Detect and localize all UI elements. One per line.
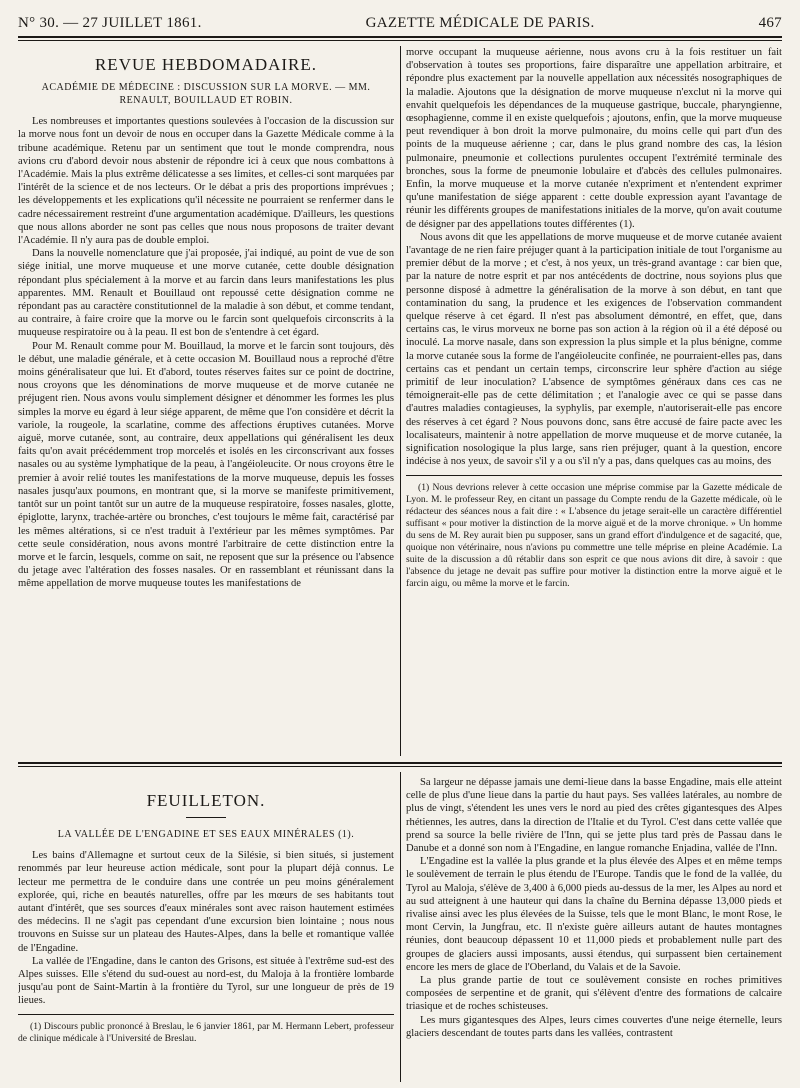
feuilleton-paragraph: La vallée de l'Engadine, dans le canton des Grisons, est située à l'extrême sud-est des Alpes suisses. Elle s'étend du sud-ouest au nord-est, du Maloja à la frontière lombarde jusqu'au pont de Saint-Martin à la frontière du Tyrol, sur une longueur de près de 19 lieues. xyxy=(18,955,394,1007)
feuilleton-paragraph: Sa largeur ne dépasse jamais une demi-lieue dans la basse Engadine, mais elle atteint celle de plus d'une lieue dans la partie du haut pays. Ses vallées latérales, au nombre de plus de vingt, s'étendent les unes vers le nord au pied des crêtes gigantesques des Alpes rhétiennes, les autres, dans la direction de l'Italie et du Tyrol. C'est dans cette vallée que prend sa source la belle rivière de l'Inn, qui se jette plus tard près de Passau dans le Danube et a donné son nom à l'Engadine, en langue romanche Enjadina, vallée de l'Inn. xyxy=(406,777,782,855)
masthead-rule xyxy=(18,36,782,38)
feuilleton-left-column xyxy=(18,776,394,1082)
footnote-text: (1) Nous devrions relever à cette occasion une méprise commise par la Gazette médicale de Lyon. M. le professeur Rey, en citant un passage du Compte rendu de la Gazette médicale, où le rédacteur des séances nous a fait dire : « L'absence du jetage serait-elle un caractère différentiel suffisant « pour motiver la distinction de la morve aiguë et de la morve chronique. » Un homme du sens de M. Rey aurait bien pu supposer, sans un grand effort d'indulgence et de sagacité, que, quoique non vétérinaire, nous n'avions pu commettre une telle méprise en pleine Académie. La suite de la discussion a dû rétablir dans son esprit ce que nous avions dit dire, à savoir : que l'absence du jetage ne devait pas suffire pour motiver la distinction entre la morve aiguë et le farcin aigu, ou même la morve et le farcin. xyxy=(406,481,782,589)
footnote-text: (1) Discours public prononcé à Breslau, le 6 janvier 1861, par M. Hermann Lebert, professeur de clinique médicale à l'Université de Breslau. xyxy=(18,1020,394,1044)
title-rule xyxy=(186,817,226,818)
issue-number: N° 30. — 27 JUILLET 1861. xyxy=(18,15,202,31)
revue-paragraph: Pour M. Renault comme pour M. Bouillaud, la morve et le farcin sont toujours, dès le début, une maladie générale, et à cette occasion M. Bouillaud nous a reproché d'être moins généralisateur que lui. Et d'abord, toutes réserves faites sur ce point de doctrine, nous croyons que les dénominations de morve muqueuse et de morve cutanée ne préjugent rien. Nous avons voulu simplement désigner et dénommer les formes les plus simples la morve eu égard à leur siége apparent, de même que l'on considère et décrit la variole, la rougeole, la scarlatine, comme des affections éruptives cutanées. Morve aiguë, morve cutanée, sont, au contraire, deux appellations qui généralisent les deux faits qu'on avait précédemment trop morcelés et isolés en les circonscrivant aux fosses nasales ou au système lymphatique de la peau, à l'angéioleucite. Or nous croyons être le premier à avoir relié toutes les manifestations de la morve muqueuse, depuis les fosses nasales jusqu'aux poumons, en montrant que, si la morve se manifeste primitivement, tantôt sur un point tantôt sur un autre de la muqueuse respiratoire, fosses nasales, glotte, épiglotte, larynx, trachée-artère ou bronches, c'est toujours le même fait, caractérisé par les mêmes altérations, si ce n'est traduit à l'extérieur par les mêmes symptômes. Par cette seule considération, nous avons montré l'arbitraire de cette distinction entre la morve et le farcin, lesquels, comme on sait, ne reposent que sur la présence ou l'absence du jetage avec l'altération des fosses nasales. Or en rassemblant et réunissant dans la même appellation de morve muqueuse toutes les manifestations de xyxy=(18,340,394,590)
feuilleton-paragraph: La plus grande partie de tout ce soulèvement consiste en roches primitives composées de serpentine et de granit, qui s'élèvent d'entre des formations de calcaire triasique et de roches schisteuses. xyxy=(406,975,782,1013)
masthead xyxy=(18,10,782,32)
column-divider xyxy=(400,772,401,1082)
feuilleton-rule xyxy=(18,762,782,764)
revue-paragraph: Dans la nouvelle nomenclature que j'ai proposée, j'ai indiqué, au point de vue de son siége initial, une morve muqueuse et une morve cutanée, cette double désignation répondant plus spécialement à la morve et au farcin dans leurs manifestations les plus apparentes. MM. Renault et Bouillaud ont repoussé cette désignation comme ne répondant pas au caractère constitutionnel de la maladie à son début, et comme tendant, au contraire, à faire croire que la morve ou le farcin sont quelquefois circonscrits à la muqueuse respiratoire ou à la peau. Il est bon de s'entendre à cet égard. xyxy=(18,248,394,339)
revue-left-column xyxy=(18,52,394,752)
feuilleton-right-column xyxy=(406,776,782,1082)
revue-paragraph: Les nombreuses et importantes questions soulevées à l'occasion de la discussion sur la morve nous font un devoir de nous en occuper dans la Gazette Médicale comme à la tribune académique. Retenu par un sentiment que tout le monde comprendra, nous avions cru d'abord devoir nous abstenir de répondre ici à ceux que nous combattons à l'Académie. Mais la plus extrême délicatesse a ses limites, et celles-ci sont marquées par l'intérêt de la science et de nos lecteurs. Or le débat a pris des proportions imprévues ; les développements et les explications qu'il nécessite ne pourraient se renfermer dans le cadre nécessairement restreint d'une argumentation académique. D'ailleurs, les questions que nous allons aborder ne sont pas celles que nous nous proposons de traiter devant l'Académie. Il n'y aura pas de double emploi. xyxy=(18,116,394,247)
revue-right-column xyxy=(406,46,782,756)
footnote-rule xyxy=(18,1014,394,1015)
column-divider xyxy=(400,46,401,756)
revue-subtitle: ACADÉMIE DE MÉDECINE : DISCUSSION SUR LA MORVE. — MM. RENAULT, BOUILLAUD ET ROBIN. xyxy=(41,82,371,107)
footnote-rule xyxy=(406,475,782,476)
revue-paragraph: Nous avons dit que les appellations de morve muqueuse et de morve cutanée avaient l'avantage de ne rien faire préjuger quant à la participation initiale de tout l'organisme au premier début de la morve ; et c'est, à nos yeux, un très-grand avantage : car bien que, par la nature de notre esprit et par nos antécédents de doctrine, nous soyions plus que personne disposé à admettre la généralisation de la morve à son début, en tant que contamination du sang, la prudence et les exigences de l'observation commandent quelque réserve à cet égard. Il n'est pas absolument démontré, en effet, que, dans certains cas, le virus morveux ne borne pas son action à la région où il a été déposé ou inoculé. La morve nasale, dans son expression la plus simple et la plus bénigne, comme la morve cutanée sous la forme de l'angéioleucite confinée, ne pourraient-elles pas, dans certains cas et pendant un certain temps, circonscrire leur sphère d'action au siége primitif de leur inoculation? L'absence de symptômes généraux dans ces cas ne témoignerait-elle pas de cette délimitation ; et l'analogie avec ce qui se passe dans d'autres maladies contagieuses, la syphylis, par exemple, n'autoriserait-elle pas encore des réserves à cet égard ? Nous pouvons donc, sans être accusé de faire pacte avec les localisateurs, maintenir à notre appellation de morve muqueuse et de morve cutanée, la signification nosologique la plus large, sans rien préjuger, quant à la question, encore indécise à nos yeux, de savoir s'il y a ou s'il n'y a pas, dans quelques cas au moins, des xyxy=(406,231,782,468)
feuilleton-paragraph: Les murs gigantesques des Alpes, leurs cimes couvertes d'une neige éternelle, leurs glaciers descendant de toutes parts dans les vallées, contrastent xyxy=(406,1014,782,1039)
revue-paragraph: morve occupant la muqueuse aérienne, nous avons cru à la fois restituer un fait d'observation à toutes ses proportions, faire disparaître une appellation arbitraire, et répondre plus exactement par la nouvelle appellation aux nécessités nosographiques de la maladie. Ajoutons que la désignation de morve muqueuse n'exclut ni la morve qui envahit quelquefois les dépendances de la muqueuse gastrique, buccale, pharyngienne, œsophagienne, comme il en existe quelquefois ; ajoutons, enfin, que la morve muqueuse peut revendiquer à bon droit la morve pulmonaire, du moins celle qui part d'un des points de la muqueuse aérienne ; car, dans le plus grand nombre des cas, la lésion pulmonaire, pneumonie et collections purulentes occupent l'extrémité terminale des bronches, sous la forme de pneumonie lobulaire et d'abcès des cellules pulmonaires. Enfin, la morve muqueuse et la morve cutanée n'expriment et n'entendent exprimer qu'une manifestation de siége apparent : cette double expression ayant l'avantage de réunir les différents groupes de manifestations initiales de la morve, qu'on avait coutume de désigner par des appellations toutes différentes (1). xyxy=(406,47,782,230)
feuilleton-subtitle: LA VALLÉE DE L'ENGADINE ET SES EAUX MINÉRALES (1). xyxy=(57,829,355,841)
feuilleton-paragraph: Les bains d'Allemagne et surtout ceux de la Silésie, si bien situés, si justement renommés par leur heureuse action médicale, sont pour la plupart déjà connus. Le lecteur me permettra de le conduire dans une contrée un peu moins généralement explorée, qui, riche en beautés naturelles, offre par les mœurs de ses habitants tout autant d'intérêt, que ses sources d'eaux minérales sont avec raison hautement estimées des médecins. Il ne s'agit pas cependant d'une excursion bien lointaine ; nous nous trouvons en Suisse sur un plateau des Hautes-Alpes, dans la belle et romantique vallée de l'Engadine. xyxy=(18,850,394,954)
feuilleton-title: FEUILLETON. xyxy=(146,791,266,810)
feuilleton-footnote xyxy=(18,1021,394,1045)
masthead-rule-thin xyxy=(18,40,782,41)
feuilleton-paragraph: L'Engadine est la vallée la plus grande et la plus élevée des Alpes et en même temps le soulèvement de terrain le plus étendu de l'Europe. Tandis que le fond de la vallée, du Tyrol au Maloja, s'élève de 3,400 à 6,000 pieds au-dessus de la mer, les Alpes au nord et au sud atteignent à une hauteur qui dans la chaîne du Bernina dépasse 13,000 pieds et rivalise ainsi avec les plus élevées de la Suisse, tels que le mont Blanc, le mont Rose, le mont Cervin, la Jungfrau, etc. Il n'existe guère ailleurs autant de hautes montagnes réunies, dont beaucoup dépassent 10 et 11,000 pieds et probablement nulle part des groupes de glaciers aussi imposants, aussi étendus, qui surpassent bien certainement encore les mers de glace de l'Oberland, du Valais et de la Savoie. xyxy=(406,856,782,973)
revue-title: REVUE HEBDOMADAIRE. xyxy=(94,55,318,74)
page-number: 467 xyxy=(758,15,782,31)
feuilleton-rule-thin xyxy=(18,766,782,767)
journal-title: GAZETTE MÉDICALE DE PARIS. xyxy=(365,15,595,31)
revue-footnote xyxy=(406,482,782,590)
